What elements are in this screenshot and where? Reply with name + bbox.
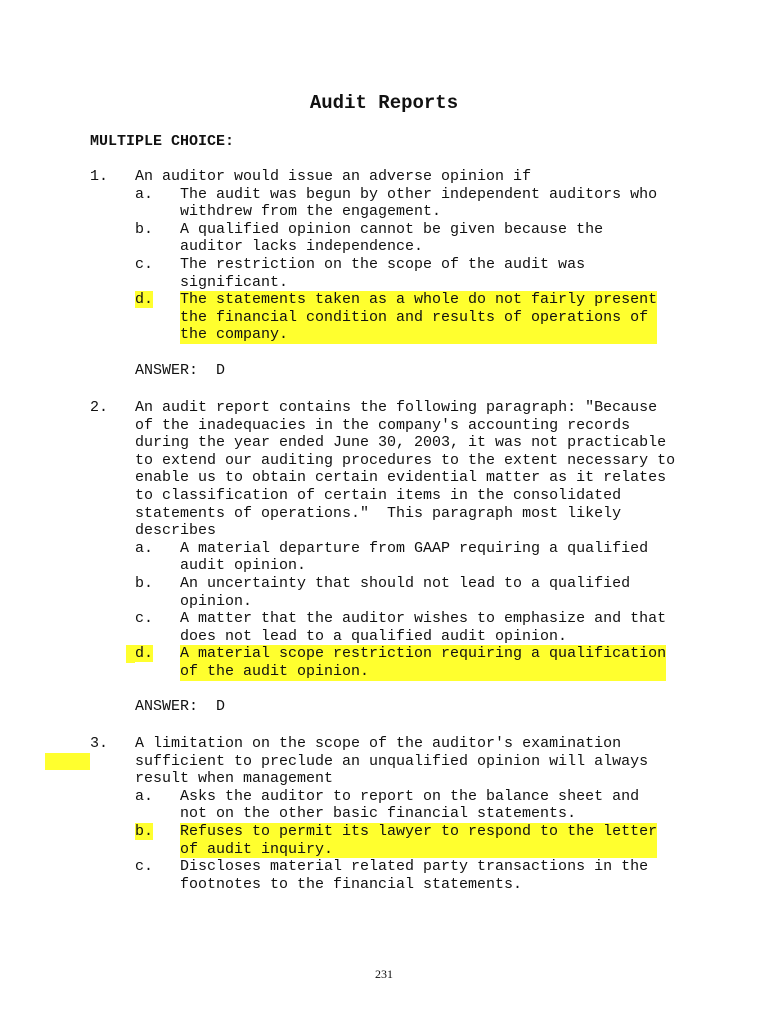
option-text: The statements taken as a whole do not fairly present the financial condition and results of operations of the company.: [180, 291, 658, 344]
answer-label: ANSWER:: [135, 698, 199, 716]
option-label: c.: [135, 610, 154, 628]
option-label: a.: [135, 539, 154, 557]
answer-line: [135, 362, 690, 380]
option-text: The audit was begun by other independent auditors who withdrew from the engagement.: [180, 185, 658, 221]
option-label: c.: [135, 255, 154, 273]
option-text: A matter that the auditor wishes to emphasize and that does not lead to a qualified audit opinion.: [180, 610, 667, 645]
option-label: a.: [135, 185, 154, 203]
option-label: a.: [135, 787, 154, 805]
page-number: 231: [375, 967, 393, 981]
option-label: b.: [135, 220, 154, 238]
option-a: [135, 540, 690, 575]
question-number: 2.: [90, 399, 109, 416]
question-1: [90, 168, 690, 379]
option-a: [135, 186, 690, 221]
answer-value: D: [216, 361, 226, 379]
option-text: Discloses material related party transactions in the footnotes to the financial statements.: [180, 858, 649, 893]
section-heading: MULTIPLE CHOICE:: [90, 133, 235, 150]
answer-label: ANSWER:: [135, 361, 199, 379]
option-c: [135, 858, 690, 893]
option-label: d.: [135, 291, 154, 309]
option-label: b.: [135, 574, 154, 592]
option-a: [135, 788, 690, 823]
option-c: [135, 256, 690, 291]
option-b-highlighted: [135, 823, 690, 858]
question-stem: An auditor would issue an adverse opinion if: [135, 168, 532, 185]
answer-value: D: [216, 698, 226, 716]
option-b: [135, 575, 690, 610]
question-2: [90, 399, 690, 716]
question-stem: A limitation on the scope of the auditor's examination sufficient to preclude an unqualified opinion will always result when management: [135, 735, 649, 788]
option-c: [135, 610, 690, 645]
question-3: [90, 735, 690, 893]
option-b: [135, 221, 690, 256]
option-d-highlighted: [135, 291, 690, 344]
option-text: A qualified opinion cannot be given because the auditor lacks independence.: [180, 220, 604, 256]
question-number: 1.: [90, 168, 109, 185]
question-number: 3.: [90, 735, 109, 752]
option-label: d.: [135, 645, 154, 663]
option-text: An uncertainty that should not lead to a qualified opinion.: [180, 574, 631, 610]
question-stem: An audit report contains the following paragraph: "Because of the inadequacies in the company's accounting records during the year ended June 30, 2003, it was not practicable to extend our auditing procedures to the extent necessary to enable us to obtain certain evidential matter as it relates to classification of certain items in the consolidated statements of operations." This paragraph most likely describes: [135, 399, 676, 540]
option-label: c.: [135, 858, 154, 876]
option-d-highlighted: [135, 645, 690, 680]
option-text: Refuses to permit its lawyer to respond to the letter of audit inquiry.: [180, 822, 658, 858]
option-text: The restriction on the scope of the audit was significant.: [180, 255, 586, 291]
option-text: A material scope restriction requiring a qualification of the audit opinion.: [180, 645, 667, 680]
option-text: Asks the auditor to report on the balance sheet and not on the other basic financial statements.: [180, 787, 640, 823]
option-text: A material departure from GAAP requiring a qualified audit opinion.: [180, 539, 649, 575]
page-title: Audit Reports: [309, 92, 459, 114]
option-label: b.: [135, 822, 154, 840]
answer-line: [135, 698, 690, 716]
